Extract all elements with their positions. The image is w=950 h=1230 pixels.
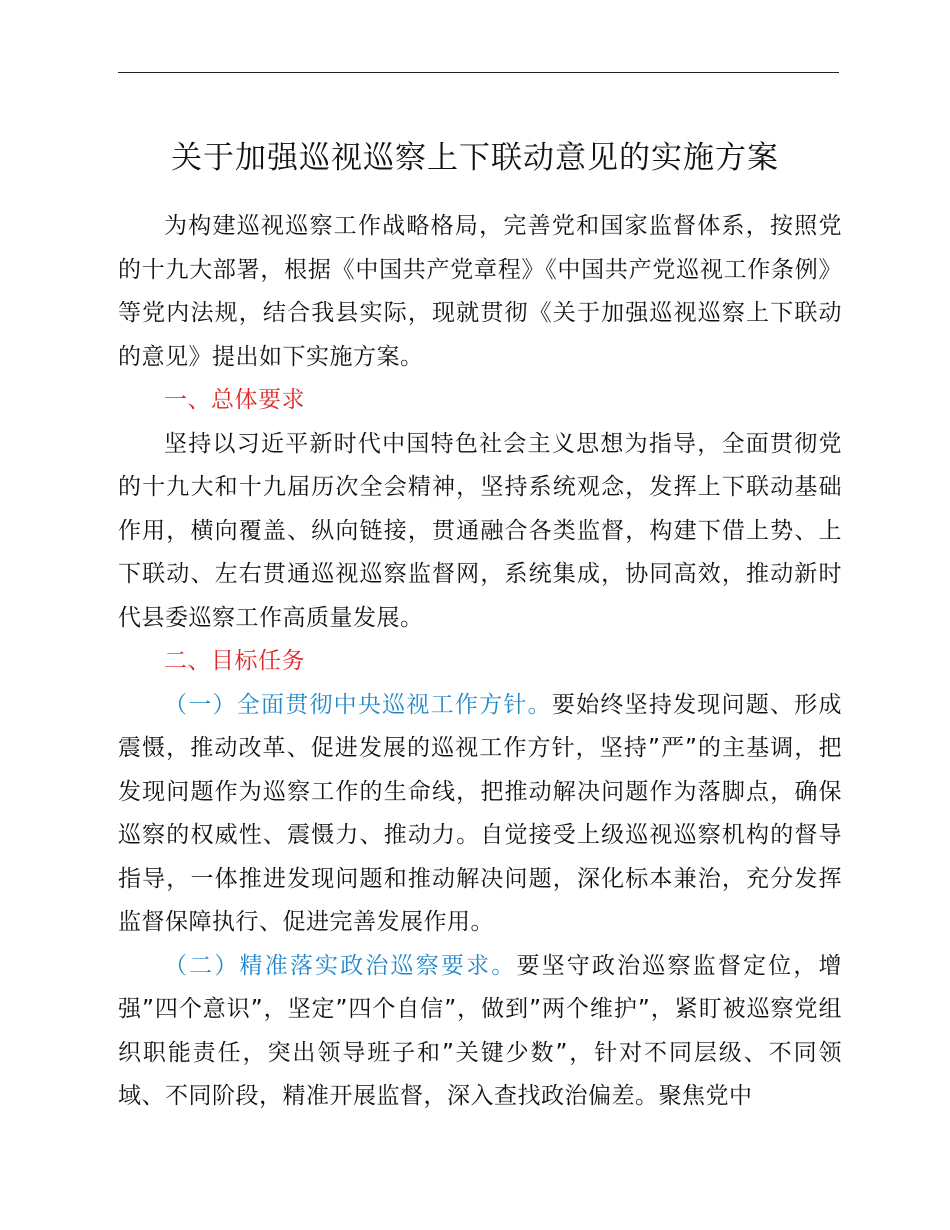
section-heading-overall: 一、总体要求	[164, 387, 305, 413]
document-title: 关于加强巡视巡察上下联动意见的实施方案	[171, 140, 779, 176]
section-paragraph-overall: 坚持以习近平新时代中国特色社会主义思想为指导，全面贯彻党的十九大和十九届历次全会精神，坚持系统观念，发挥上下联动基础作用，横向覆盖、纵向链接，贯通融合各类监督，构建下借上势、上下联动、左右贯通巡视巡察监督网，系统集成，协同高效，推动新时代县委巡察工作高质量发展。	[118, 430, 842, 631]
goal-item-2-text: 要坚守政治巡察监督定位，增强”四个意识”，坚定”四个自信”，做到”两个维护”，紧盯被巡察党组织职能责任，突出领导班子和”关键少数”，针对不同层级、不同领域、不同阶段，精准开展监督，深入查找政治偏差。聚焦党中	[118, 952, 843, 1109]
document-body	[118, 205, 842, 1119]
goal-item-2-lead: （二）精准落实政治巡察要求。	[164, 952, 517, 979]
goal-item-1-lead: （一）全面贯彻中央巡视工作方针。	[164, 691, 552, 718]
header-rule	[118, 72, 839, 73]
goal-item-2	[118, 945, 842, 1119]
intro-paragraph: 为构建巡视巡察工作战略格局，完善党和国家监督体系，按照党的十九大部署，根据《中国共产党章程》《中国共产党巡视工作条例》等党内法规，结合我县实际，现就贯彻《关于加强巡视巡察上下联动的意见》提出如下实施方案。	[118, 213, 842, 370]
goal-item-1-text: 要始终坚持发现问题、形成震慑，推动改革、促进发展的巡视工作方针，坚持”严”的主基调，把发现问题作为巡察工作的生命线，把推动解决问题作为落脚点，确保巡察的权威性、震慑力、推动力。自觉接受上级巡视巡察机构的督导指导，一体推进发现问题和推动解决问题，深化标本兼治，充分发挥监督保障执行、促进完善发展作用。	[118, 691, 843, 935]
section-heading-goals: 二、目标任务	[164, 648, 305, 674]
goal-item-1	[118, 684, 842, 945]
